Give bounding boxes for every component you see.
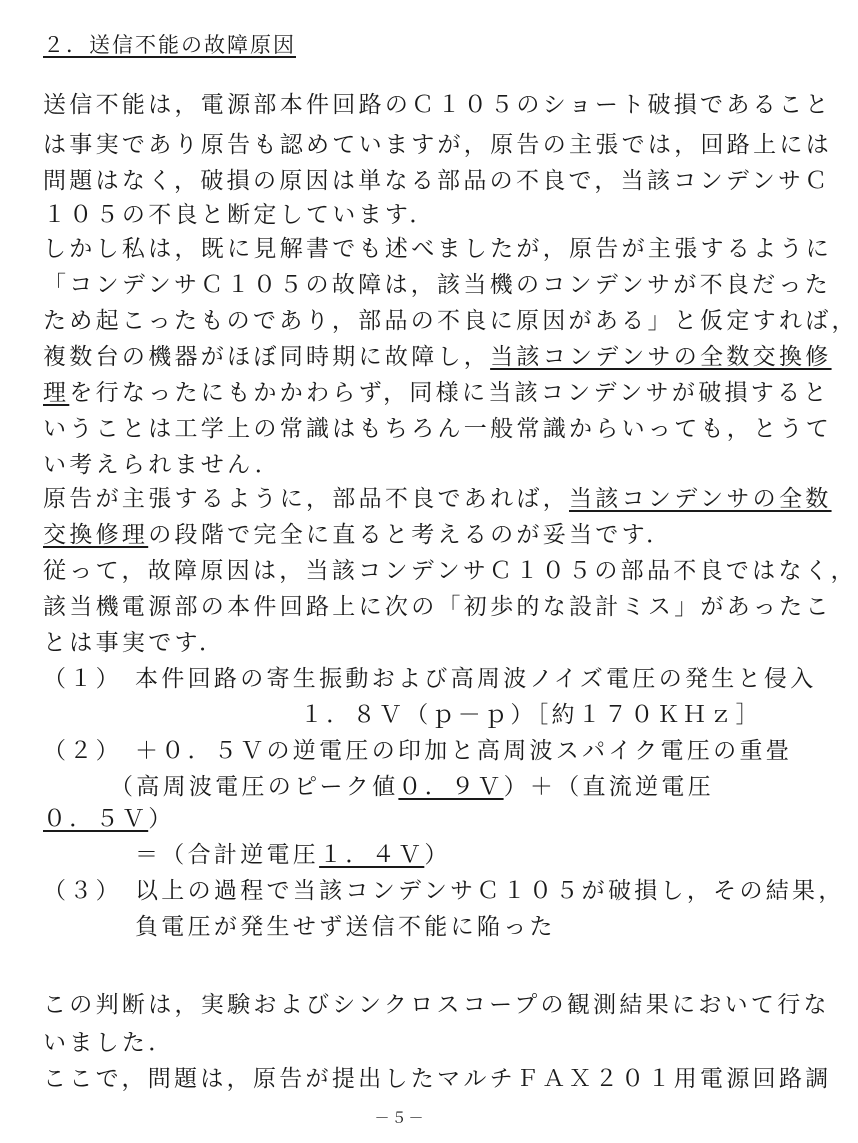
item-2-line-2-tail: ）＋（直流逆電圧 — [503, 774, 714, 800]
item-3-text-2: 負電圧が発生せず送信不能に陥った — [135, 914, 556, 940]
underlined-value: ０．９Ｖ — [398, 774, 504, 800]
para2-line-4-text: 複数台の機器がほぼ同時期に故障し， — [43, 344, 491, 370]
para4-line-1: 従って，故障原因は，当該コンデンサＣ１０５の部品不良ではなく， — [43, 558, 857, 584]
item-1-text: 本件回路の寄生振動および高周波ノイズ電圧の発生と侵入 — [135, 666, 817, 692]
para2-line-5 — [43, 378, 830, 408]
item-2-text: ＋０．５Ｖの逆電圧の印加と高周波スパイク電圧の重畳 — [135, 738, 793, 764]
para3-line-2 — [43, 520, 672, 550]
para3-line-1-text: 原告が主張するように，部品不良であれば， — [43, 486, 569, 512]
item-2-line-2 — [110, 772, 714, 802]
para2-line-3: ため起こったものであり，部品の不良に原因がある」と仮定すれば， — [43, 308, 858, 334]
underlined-value: １．４Ｖ — [319, 842, 425, 868]
underlined-phrase: 当該コンデンサの全数 — [569, 486, 832, 512]
para1-line-2: は事実であり原告も認めていますが，原告の主張では，回路上には — [43, 132, 832, 158]
item-2-label: （２） — [43, 738, 122, 764]
section-heading: ２．送信不能の故障原因 — [43, 33, 296, 57]
item-2-line-3-tail: ） — [148, 806, 175, 832]
para2-line-1: しかし私は，既に見解書でも述べましたが，原告が主張するように — [43, 236, 832, 262]
para4-line-3: とは事実です． — [43, 630, 226, 656]
para1-line-4: １０５の不良と断定しています． — [43, 202, 436, 228]
item-2-line-3 — [43, 804, 175, 834]
item-3-label: （３） — [43, 878, 122, 904]
item-3-text-1: 以上の過程で当該コンデンサＣ１０５が破損し，その結果， — [135, 878, 845, 904]
para2-line-6: いうことは工学上の常識はもちろん一般常識からいっても，とうて — [43, 416, 832, 442]
para4-line-2: 該当機電源部の本件回路上に次の「初歩的な設計ミス」があったこ — [43, 594, 832, 620]
item-2-line-4-text: ＝（合計逆電圧 — [135, 842, 320, 868]
para5-line-1: この判断は，実験およびシンクロスコープの観測結果において行な — [43, 992, 830, 1018]
para3-line-2-text: の段階で完全に直ると考えるのが妥当です． — [148, 522, 673, 548]
item-2-line-4-tail: ） — [424, 842, 451, 868]
underlined-phrase: 当該コンデンサの全数交換修 — [490, 344, 832, 370]
para6-line-1: ここで，問題は，原告が提出したマルチＦＡＸ２０１用電源回路調 — [43, 1066, 832, 1092]
item-2-line-4 — [135, 840, 451, 870]
para2-line-7: い考えられません． — [43, 452, 282, 478]
underlined-phrase: 理 — [43, 380, 70, 406]
para1-line-1: 送信不能は，電源部本件回路のＣ１０５のショート破損であること — [43, 92, 832, 118]
underlined-value: ０．５Ｖ — [43, 806, 149, 832]
page-number: －５－ — [374, 1109, 426, 1127]
para5-line-2: いました． — [43, 1030, 175, 1056]
underlined-phrase: 交換修理 — [43, 522, 149, 548]
item-2-line-2-text: （高周波電圧のピーク値 — [110, 774, 399, 800]
para1-line-3: 問題はなく，破損の原因は単なる部品の不良で，当該コンデンサＣ — [43, 168, 831, 194]
para2-line-2: 「コンデンサＣ１０５の故障は，該当機のコンデンサが不良だった — [43, 272, 832, 298]
para2-line-5-text: を行なったにもかかわらず，同様に当該コンデンサが破損すると — [69, 380, 830, 406]
para3-line-1 — [43, 484, 832, 514]
item-1-value: １．８Ｖ（ｐ－ｐ）［約１７０ＫＨｚ］ — [300, 702, 762, 728]
para2-line-4 — [43, 342, 832, 372]
item-1-label: （１） — [43, 666, 122, 692]
